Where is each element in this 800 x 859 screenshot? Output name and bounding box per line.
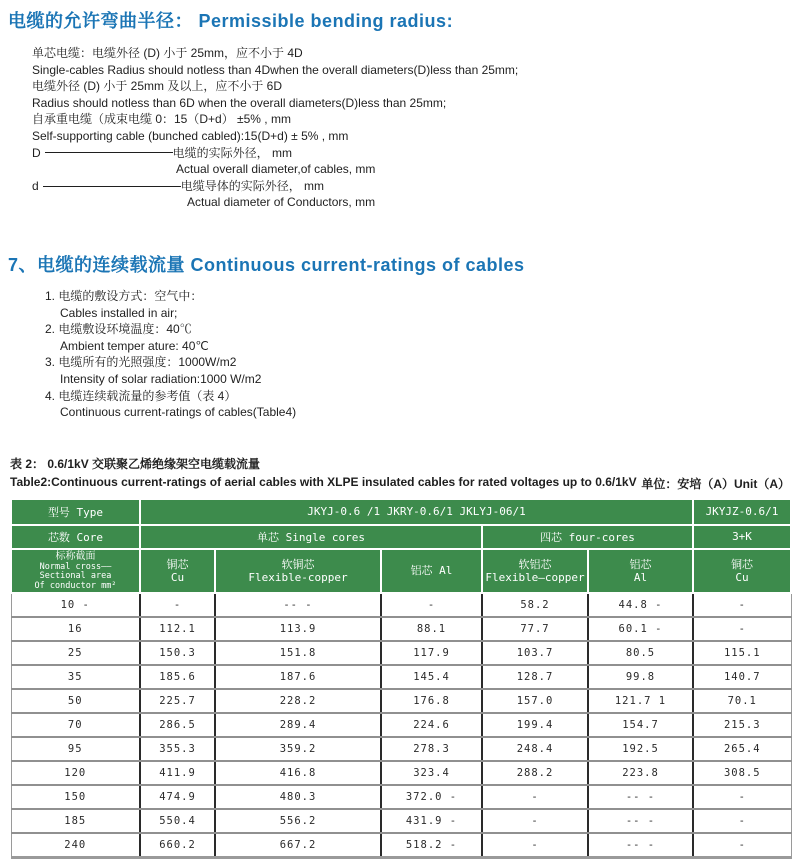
- table-cell: -: [693, 833, 791, 858]
- table-cell: 80.5: [588, 641, 693, 665]
- table-cell: -: [381, 593, 482, 617]
- header-cross-section: 标称截面 Normal cross—— Sectional area Of conductor mm²: [11, 549, 140, 594]
- table-cell: 154.7: [588, 713, 693, 737]
- table-cell: 151.8: [215, 641, 381, 665]
- header-col-flexible-copper: 软铜芯 Flexible-copper: [215, 549, 381, 594]
- list-item-cn: 1. 电缆的敷设方式：空气中：: [45, 288, 203, 303]
- bending-section-title: 电缆的允许弯曲半径： Permissible bending radius:: [8, 11, 454, 31]
- table-cell: 50: [11, 689, 140, 713]
- table-cell: -- -: [215, 593, 381, 617]
- header-col-cu-2: 铜芯 Cu: [693, 549, 791, 594]
- table-row: [11, 833, 791, 858]
- table-row: [11, 593, 791, 617]
- table-cell: 70: [11, 713, 140, 737]
- header-core-right: 3+K: [693, 525, 791, 549]
- header-core-single: 单芯 Single cores: [140, 525, 482, 549]
- header-row-type: [11, 499, 791, 525]
- text-line: Radius should notless than 6D when the overall diameters(D)less than 25mm;: [32, 95, 447, 110]
- definition-text: 电缆导体的实际外径， mm: [180, 178, 325, 193]
- dash-rule: [43, 186, 181, 187]
- dash-rule: [45, 152, 173, 153]
- table-cell: 215.3: [693, 713, 791, 737]
- table-cell: 667.2: [215, 833, 381, 858]
- header-core-four: 四芯 four-cores: [482, 525, 693, 549]
- header-col-al: 铝芯 Al: [381, 549, 482, 594]
- table-cell: 240: [11, 833, 140, 858]
- table-cell: 223.8: [588, 761, 693, 785]
- table-cell: 288.2: [482, 761, 588, 785]
- table-cell: -: [693, 617, 791, 641]
- table-cell: 355.3: [140, 737, 215, 761]
- table-cell: 176.8: [381, 689, 482, 713]
- header-type-label: 型号 Type: [11, 499, 140, 525]
- table-row: [11, 809, 791, 833]
- table-body: [11, 593, 791, 858]
- table-cell: 225.7: [140, 689, 215, 713]
- list-item-en: Continuous current-ratings of cables(Table4): [60, 405, 297, 420]
- table-cell: -: [140, 593, 215, 617]
- table-cell: 289.4: [215, 713, 381, 737]
- table-cell: -: [693, 809, 791, 833]
- definition-line-d: [32, 178, 800, 195]
- table-cell: 70.1: [693, 689, 791, 713]
- table-cell: 115.1: [693, 641, 791, 665]
- table-row: [11, 665, 791, 689]
- table-cell: 556.2: [215, 809, 381, 833]
- table-unit-label: 单位：安培（A）Unit（A）: [641, 476, 790, 491]
- table-cell: 112.1: [140, 617, 215, 641]
- table-cell: 286.5: [140, 713, 215, 737]
- table-cell: 150: [11, 785, 140, 809]
- table-row: [11, 689, 791, 713]
- table-cell: 192.5: [588, 737, 693, 761]
- header-core-label: 芯数 Core: [11, 525, 140, 549]
- text-line: Actual overall diameter,of cables, mm: [176, 162, 376, 177]
- table-cell: -- -: [588, 833, 693, 858]
- text-line: 自承重电缆（成束电缆 0：15（D+d） ±5% , mm: [32, 112, 291, 127]
- table-row: [11, 737, 791, 761]
- table-cell: -: [482, 833, 588, 858]
- table-cell: 44.8 -: [588, 593, 693, 617]
- list-item-cn: 2. 电缆敷设环境温度：40℃: [45, 322, 192, 337]
- table-row: [11, 713, 791, 737]
- table-cell: -: [693, 593, 791, 617]
- table-cell: 474.9: [140, 785, 215, 809]
- table-cell: 187.6: [215, 665, 381, 689]
- header-col-cu: 铜芯 Cu: [140, 549, 215, 594]
- table-cell: -: [482, 785, 588, 809]
- table-cell: 359.2: [215, 737, 381, 761]
- table-cell: 120: [11, 761, 140, 785]
- table-cell: 411.9: [140, 761, 215, 785]
- table-caption-en-row: [10, 475, 790, 492]
- table-cell: 224.6: [381, 713, 482, 737]
- table-cell: 550.4: [140, 809, 215, 833]
- header-row-columns: [11, 549, 791, 594]
- table-cell: 157.0: [482, 689, 588, 713]
- table-cell: 77.7: [482, 617, 588, 641]
- header-col-al-2: 铝芯 Al: [588, 549, 693, 594]
- header-row-core: [11, 525, 791, 549]
- table-row: [11, 617, 791, 641]
- table-row: [11, 641, 791, 665]
- table-cell: 99.8: [588, 665, 693, 689]
- table-cell: 103.7: [482, 641, 588, 665]
- table-cell: 265.4: [693, 737, 791, 761]
- text-line: Self-supporting cable (bunched cabled):15(D+d) ± 5% , mm: [32, 128, 349, 143]
- table-cell: 95: [11, 737, 140, 761]
- table-cell: -- -: [588, 809, 693, 833]
- table-cell: 308.5: [693, 761, 791, 785]
- table-cell: 10 -: [11, 593, 140, 617]
- table-cell: 660.2: [140, 833, 215, 858]
- table-cell: 117.9: [381, 641, 482, 665]
- table-cell: 128.7: [482, 665, 588, 689]
- table-cell: 416.8: [215, 761, 381, 785]
- table-cell: 58.2: [482, 593, 588, 617]
- table-cell: 431.9 -: [381, 809, 482, 833]
- header-col-flexible-al: 软铝芯 Flexible—copper: [482, 549, 588, 594]
- bending-text-block: [32, 45, 800, 211]
- current-ratings-table: [10, 498, 792, 859]
- table-cell: 480.3: [215, 785, 381, 809]
- list-item-cn: 4. 电缆连续载流量的参考值（表 4）: [45, 388, 237, 403]
- table-caption-cn: 表 2： 0.6/1kV 交联聚乙烯绝缘架空电缆载流量: [10, 456, 261, 471]
- ratings-section-title: 7、电缆的连续载流量 Continuous current-ratings of cables: [8, 254, 525, 275]
- text-line: 单芯电缆：电缆外径 (D) 小于 25mm，应不小于 4D: [32, 46, 303, 60]
- definition-text: 电缆的实际外径， mm: [172, 145, 292, 160]
- table-cell: 278.3: [381, 737, 482, 761]
- table-cell: 121.7 1: [588, 689, 693, 713]
- text-line: Actual diameter of Conductors, mm: [187, 195, 376, 210]
- table-cell: 228.2: [215, 689, 381, 713]
- table-header: [11, 499, 791, 594]
- table-cell: 150.3: [140, 641, 215, 665]
- table-cell: 35: [11, 665, 140, 689]
- list-item-en: Ambient temper ature: 40℃: [60, 338, 209, 353]
- table-cell: 88.1: [381, 617, 482, 641]
- table-cell: 113.9: [215, 617, 381, 641]
- table-cell: 16: [11, 617, 140, 641]
- definition-label: d: [32, 178, 39, 193]
- table-cell: 323.4: [381, 761, 482, 785]
- table-cell: 248.4: [482, 737, 588, 761]
- list-item-cn: 3. 电缆所有的光照强度：1000W/m2: [45, 355, 237, 370]
- table-cell: -: [693, 785, 791, 809]
- table-cell: 518.2 -: [381, 833, 482, 858]
- definition-line-D: [32, 145, 800, 162]
- header-type-right: JKYJZ-0.6/1: [693, 499, 791, 525]
- table-cell: 185.6: [140, 665, 215, 689]
- table-cell: 185: [11, 809, 140, 833]
- text-line: 电缆外径 (D) 小于 25mm 及以上，应不小于 6D: [32, 79, 283, 94]
- table-caption: [10, 455, 790, 492]
- ratings-conditions-list: [45, 288, 800, 421]
- table-cell: 140.7: [693, 665, 791, 689]
- table-cell: 372.0 -: [381, 785, 482, 809]
- table-cell: -- -: [588, 785, 693, 809]
- table-cell: 60.1 -: [588, 617, 693, 641]
- list-item-en: Intensity of solar radiation:1000 W/m2: [60, 371, 262, 386]
- definition-label: D: [32, 145, 41, 160]
- header-type-group: JKYJ-0.6 /1 JKRY-0.6/1 JKLYJ-06/1: [140, 499, 693, 525]
- table-cell: 199.4: [482, 713, 588, 737]
- text-line: Single-cables Radius should notless than 4Dwhen the overall diameters(D)less than 25mm;: [32, 62, 519, 77]
- table-row: [11, 785, 791, 809]
- table-row: [11, 761, 791, 785]
- table-cell: -: [482, 809, 588, 833]
- table-caption-en: Table2:Continuous current-ratings of aerial cables with XLPE insulated cables for rated voltages up to 0.6/1kV: [10, 474, 637, 489]
- table-cell: 145.4: [381, 665, 482, 689]
- list-item-en: Cables installed in air;: [60, 305, 178, 320]
- table-cell: 25: [11, 641, 140, 665]
